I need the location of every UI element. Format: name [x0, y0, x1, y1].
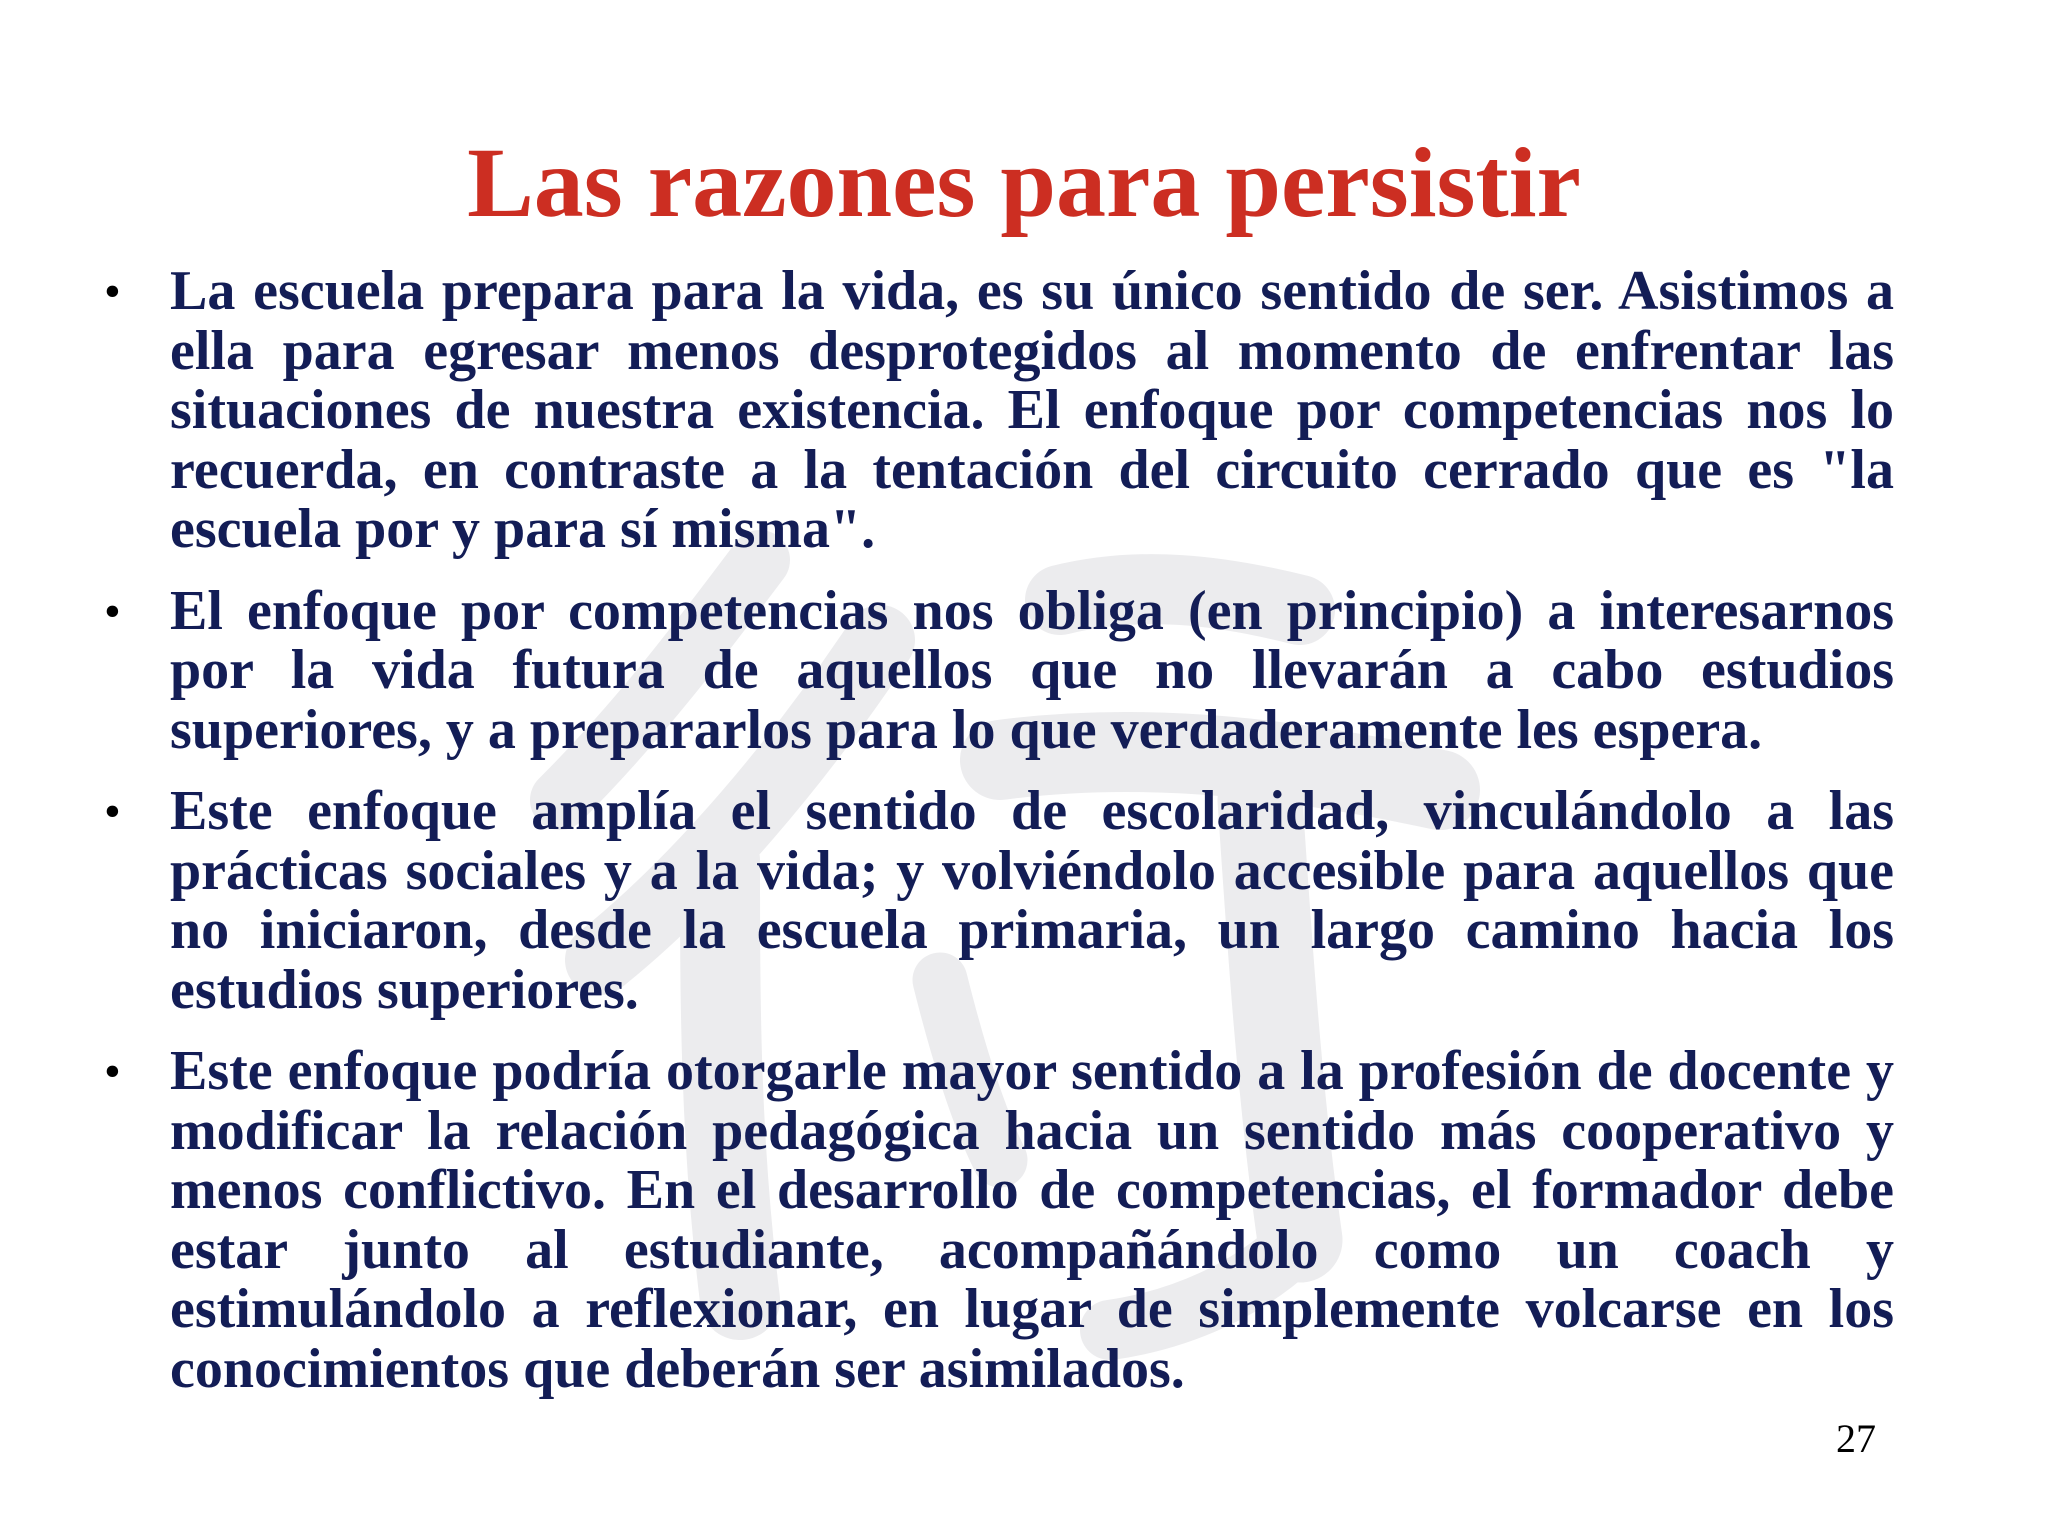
bullet-marker: • — [104, 785, 121, 838]
bullet-item — [104, 782, 1894, 1020]
bullet-marker: • — [104, 265, 121, 318]
bullet-marker: • — [104, 584, 121, 638]
slide-title: Las razones para persistir — [467, 127, 1581, 238]
bullet-text: La escuela prepara para la vida, es su único sentido de ser. Asistimos a ella para egresar menos desprotegidos al momento de enfrentar las situaciones de nuestra existencia. El enfoque por competencias nos lo recuerda, en contraste a la tentación del circuito cerrado que es "la escuela por y para sí misma". — [170, 260, 1894, 560]
bullet-text: Este enfoque amplía el sentido de escolaridad, vinculándolo a las prácticas sociales y a la vida; y volviéndolo accesible para aquellos que no iniciaron, desde la escuela primaria, un largo camino hacia los estudios superiores. — [170, 780, 1894, 1021]
bullet-text: Este enfoque podría otorgarle mayor sentido a la profesión de docente y modificar la relación pedagógica hacia un sentido más cooperativo y menos conflictivo. En el desarrollo de competencias, el formador debe estar junto al estudiante, acompañándolo como un coach y estimulándolo a reflexionar, en lugar de simplemente volcarse en los conocimientos que deberán ser asimilados. — [170, 1040, 1894, 1400]
page-number: 27 — [1836, 1416, 1876, 1461]
bullet-item — [104, 262, 1894, 560]
bullet-item — [104, 579, 1894, 761]
bullet-item — [104, 1042, 1894, 1399]
bullet-text: El enfoque por competencias nos obliga (en principio) a interesarnos por la vida futura de aquellos que no llevarán a cabo estudios superiores, y a prepararlos para lo que verdaderamente les espera. — [170, 579, 1894, 761]
bullet-marker: • — [104, 1045, 121, 1098]
bullet-list — [104, 262, 1894, 1421]
